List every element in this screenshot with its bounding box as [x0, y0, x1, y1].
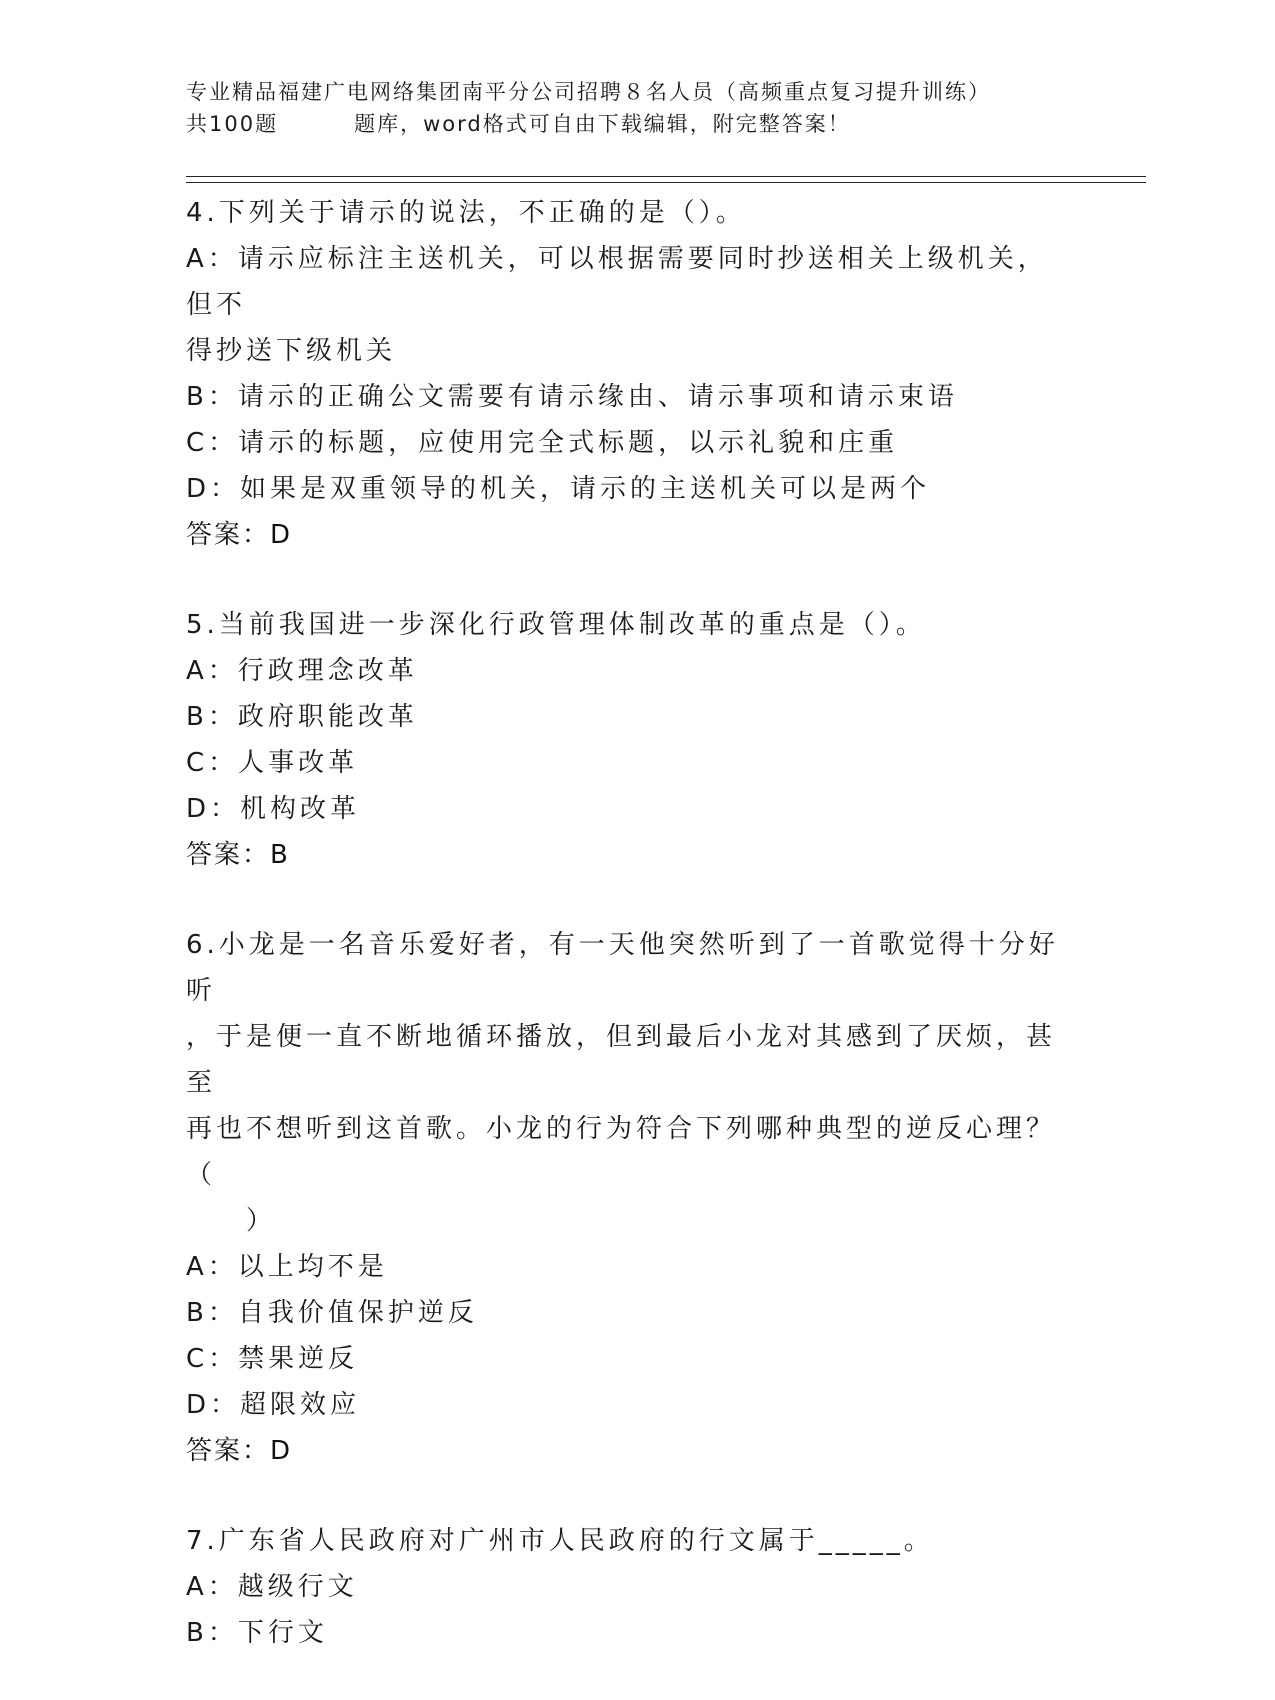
answer: 答案：D	[186, 1436, 293, 1466]
question-list	[186, 190, 1066, 1700]
option-d: D：如果是双重领导的机关，请示的主送机关可以是两个	[186, 474, 931, 504]
option-a: A：请示应标注主送机关，可以根据需要同时抄送相关上级机关，但不	[186, 244, 1048, 320]
question-stem-line-3: 再也不想听到这首歌。小龙的行为符合下列哪种典型的逆反心理？（	[186, 1114, 1057, 1190]
header-divider-bottom	[186, 182, 1146, 183]
option-c: C：禁果逆反	[186, 1344, 359, 1374]
question-6	[186, 922, 1066, 1474]
question-stem: 4.下列关于请示的说法，不正确的是（）。	[186, 198, 746, 228]
option-a: A：越级行文	[186, 1572, 358, 1602]
option-c: C：人事改革	[186, 748, 359, 778]
header-title-line: 专业精品福建广电网络集团南平分公司招聘８名人员（高频重点复习提升训练）	[186, 80, 991, 104]
question-stem: 6.小龙是一名音乐爱好者，有一天他突然听到了一首歌觉得十分好听	[186, 930, 1059, 1006]
question-5	[186, 602, 1066, 878]
header-question-count: 共100题	[186, 112, 279, 136]
option-d: D：超限效应	[186, 1390, 361, 1420]
question-stem-line-2: ，于是便一直不断地循环播放，但到最后小龙对其感到了厌烦，甚至	[186, 1022, 1057, 1098]
question-4	[186, 190, 1066, 558]
question-stem-line-4: ）	[246, 1206, 277, 1236]
option-b: B：请示的正确公文需要有请示缘由、请示事项和请示束语	[186, 382, 958, 412]
option-b: B：自我价值保护逆反	[186, 1298, 478, 1328]
header-subtitle-line	[186, 108, 1086, 140]
option-a: A：行政理念改革	[186, 656, 418, 686]
option-b: B：下行文	[186, 1618, 328, 1648]
question-stem: 7.广东省人民政府对广州市人民政府的行文属于_____。	[186, 1526, 934, 1556]
header-divider-top	[186, 176, 1146, 177]
question-7	[186, 1518, 1066, 1656]
option-a: A：以上均不是	[186, 1252, 388, 1282]
option-a-continued: 得抄送下级机关	[186, 336, 397, 366]
option-c: C：请示的标题，应使用完全式标题，以示礼貌和庄重	[186, 428, 899, 458]
document-header	[186, 76, 1086, 140]
answer: 答案：B	[186, 840, 290, 870]
option-b: B：政府职能改革	[186, 702, 418, 732]
header-description: 题库，word格式可自由下载编辑，附完整答案！	[354, 112, 851, 136]
question-stem: 5.当前我国进一步深化行政管理体制改革的重点是（）。	[186, 610, 926, 640]
option-d: D：机构改革	[186, 794, 361, 824]
answer: 答案：D	[186, 520, 293, 550]
